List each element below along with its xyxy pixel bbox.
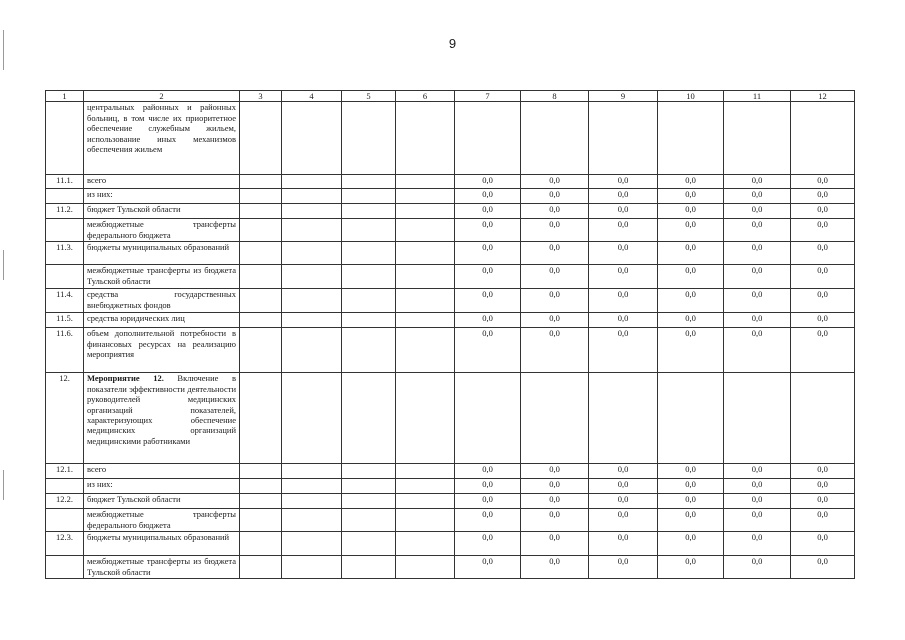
value-cell: 0,0 xyxy=(455,175,521,189)
value-cell: 0,0 xyxy=(521,189,589,204)
empty-cell xyxy=(282,204,342,219)
empty-cell xyxy=(282,242,342,265)
row-description xyxy=(84,313,240,328)
row-label: из них: xyxy=(87,189,113,200)
value-cell: 0,0 xyxy=(589,556,658,579)
table-row xyxy=(46,265,855,289)
empty-cell xyxy=(240,556,282,579)
empty-cell xyxy=(240,189,282,204)
table-row xyxy=(46,219,855,242)
row-description xyxy=(84,494,240,509)
empty-cell xyxy=(282,265,342,289)
column-header: 7 xyxy=(455,91,521,102)
value-cell xyxy=(791,102,855,175)
value-cell: 0,0 xyxy=(658,532,724,556)
value-cell: 0,0 xyxy=(791,175,855,189)
column-header: 10 xyxy=(658,91,724,102)
value-cell: 0,0 xyxy=(658,494,724,509)
row-label: всего xyxy=(87,175,107,186)
row-description xyxy=(84,204,240,219)
value-cell: 0,0 xyxy=(658,204,724,219)
empty-cell xyxy=(396,102,455,175)
empty-cell xyxy=(342,464,396,479)
empty-cell xyxy=(240,242,282,265)
table-row xyxy=(46,464,855,479)
row-label: всего xyxy=(87,464,107,475)
value-cell: 0,0 xyxy=(589,189,658,204)
empty-cell xyxy=(282,494,342,509)
empty-cell xyxy=(342,509,396,532)
value-cell: 0,0 xyxy=(521,494,589,509)
value-cell: 0,0 xyxy=(455,532,521,556)
row-number xyxy=(46,102,84,175)
empty-cell xyxy=(282,479,342,494)
empty-cell xyxy=(240,532,282,556)
value-cell: 0,0 xyxy=(521,479,589,494)
empty-cell xyxy=(240,219,282,242)
empty-cell xyxy=(342,204,396,219)
table-row xyxy=(46,242,855,265)
value-cell: 0,0 xyxy=(724,265,791,289)
value-cell: 0,0 xyxy=(724,464,791,479)
row-description xyxy=(84,532,240,556)
value-cell: 0,0 xyxy=(589,175,658,189)
empty-cell xyxy=(396,464,455,479)
row-description xyxy=(84,242,240,265)
empty-cell xyxy=(396,373,455,464)
empty-cell xyxy=(282,175,342,189)
row-description xyxy=(84,328,240,373)
value-cell: 0,0 xyxy=(455,204,521,219)
row-label: межбюджетные трансферты федерального бюджета xyxy=(87,219,236,240)
page-number: 9 xyxy=(448,36,457,51)
column-header: 11 xyxy=(724,91,791,102)
value-cell: 0,0 xyxy=(589,313,658,328)
empty-cell xyxy=(282,532,342,556)
value-cell: 0,0 xyxy=(791,219,855,242)
column-header: 8 xyxy=(521,91,589,102)
value-cell: 0,0 xyxy=(791,556,855,579)
empty-cell xyxy=(240,102,282,175)
row-number: 11.1. xyxy=(46,175,84,189)
column-header: 5 xyxy=(342,91,396,102)
table-row xyxy=(46,289,855,313)
row-description xyxy=(84,175,240,189)
row-description xyxy=(84,479,240,494)
row-label: средства государственных внебюджетных фондов xyxy=(87,289,236,310)
row-label: центральных районных и районных больниц, в том числе их приоритетное обеспечение служебным жильем, использование иных механизмов обеспечения жильем xyxy=(87,102,236,155)
value-cell: 0,0 xyxy=(724,242,791,265)
row-number: 11.3. xyxy=(46,242,84,265)
row-description xyxy=(84,265,240,289)
row-description xyxy=(84,219,240,242)
value-cell xyxy=(724,373,791,464)
empty-cell xyxy=(282,219,342,242)
value-cell: 0,0 xyxy=(724,175,791,189)
budget-table xyxy=(45,90,855,579)
value-cell: 0,0 xyxy=(658,556,724,579)
value-cell: 0,0 xyxy=(791,494,855,509)
empty-cell xyxy=(240,494,282,509)
empty-cell xyxy=(396,204,455,219)
row-label: объем дополнительной потребности в финансовых ресурсах на реализацию мероприятия xyxy=(87,328,236,360)
value-cell xyxy=(791,373,855,464)
empty-cell xyxy=(342,102,396,175)
value-cell: 0,0 xyxy=(724,204,791,219)
value-cell: 0,0 xyxy=(589,289,658,313)
value-cell: 0,0 xyxy=(658,464,724,479)
row-number: 11.4. xyxy=(46,289,84,313)
row-number: 11.6. xyxy=(46,328,84,373)
empty-cell xyxy=(282,373,342,464)
value-cell: 0,0 xyxy=(791,289,855,313)
value-cell: 0,0 xyxy=(658,509,724,532)
value-cell: 0,0 xyxy=(521,242,589,265)
empty-cell xyxy=(342,479,396,494)
row-number: 11.5. xyxy=(46,313,84,328)
value-cell xyxy=(521,373,589,464)
row-description xyxy=(84,189,240,204)
value-cell: 0,0 xyxy=(589,328,658,373)
empty-cell xyxy=(396,313,455,328)
empty-cell xyxy=(240,175,282,189)
table-row xyxy=(46,509,855,532)
empty-cell xyxy=(282,313,342,328)
value-cell: 0,0 xyxy=(658,479,724,494)
value-cell: 0,0 xyxy=(791,265,855,289)
table-row xyxy=(46,175,855,189)
value-cell: 0,0 xyxy=(455,328,521,373)
value-cell: 0,0 xyxy=(455,265,521,289)
column-header: 4 xyxy=(282,91,342,102)
column-header: 12 xyxy=(791,91,855,102)
empty-cell xyxy=(396,219,455,242)
value-cell: 0,0 xyxy=(724,556,791,579)
value-cell: 0,0 xyxy=(521,265,589,289)
empty-cell xyxy=(342,189,396,204)
value-cell: 0,0 xyxy=(455,313,521,328)
value-cell xyxy=(455,373,521,464)
empty-cell xyxy=(240,289,282,313)
row-label: средства юридических лиц xyxy=(87,313,185,324)
empty-cell xyxy=(240,204,282,219)
table-row xyxy=(46,494,855,509)
value-cell: 0,0 xyxy=(724,189,791,204)
margin-mark xyxy=(3,250,4,280)
row-description xyxy=(84,373,240,464)
value-cell: 0,0 xyxy=(658,189,724,204)
empty-cell xyxy=(282,556,342,579)
empty-cell xyxy=(342,532,396,556)
empty-cell xyxy=(396,289,455,313)
row-label: из них: xyxy=(87,479,113,490)
empty-cell xyxy=(396,479,455,494)
empty-cell xyxy=(396,532,455,556)
empty-cell xyxy=(396,242,455,265)
header-row xyxy=(46,91,855,102)
row-number xyxy=(46,509,84,532)
row-number: 11.2. xyxy=(46,204,84,219)
value-cell: 0,0 xyxy=(724,479,791,494)
value-cell: 0,0 xyxy=(521,204,589,219)
column-header: 6 xyxy=(396,91,455,102)
empty-cell xyxy=(342,328,396,373)
value-cell: 0,0 xyxy=(791,328,855,373)
value-cell xyxy=(521,102,589,175)
value-cell: 0,0 xyxy=(724,289,791,313)
value-cell: 0,0 xyxy=(791,509,855,532)
value-cell: 0,0 xyxy=(724,219,791,242)
value-cell: 0,0 xyxy=(521,556,589,579)
row-label: бюджеты муниципальных образований xyxy=(87,242,230,253)
row-label: межбюджетные трансферты из бюджета Тульской области xyxy=(87,265,236,286)
row-label: бюджет Тульской области xyxy=(87,494,181,505)
value-cell: 0,0 xyxy=(455,556,521,579)
value-cell: 0,0 xyxy=(521,175,589,189)
value-cell: 0,0 xyxy=(724,328,791,373)
value-cell: 0,0 xyxy=(724,532,791,556)
value-cell: 0,0 xyxy=(455,479,521,494)
row-label: Включение в показатели эффективности деятельности руководителей медицинских организаций показателей, характеризующих обеспечение медицинских организаций медицинскими работниками xyxy=(87,373,236,446)
empty-cell xyxy=(240,464,282,479)
row-number: 12. xyxy=(46,373,84,464)
row-description xyxy=(84,289,240,313)
table-row xyxy=(46,204,855,219)
value-cell: 0,0 xyxy=(589,204,658,219)
value-cell xyxy=(589,102,658,175)
empty-cell xyxy=(240,509,282,532)
value-cell: 0,0 xyxy=(658,175,724,189)
empty-cell xyxy=(240,265,282,289)
table-row xyxy=(46,532,855,556)
empty-cell xyxy=(282,464,342,479)
row-description xyxy=(84,464,240,479)
empty-cell xyxy=(240,373,282,464)
empty-cell xyxy=(342,289,396,313)
row-label: бюджет Тульской области xyxy=(87,204,181,215)
value-cell: 0,0 xyxy=(658,219,724,242)
value-cell: 0,0 xyxy=(791,464,855,479)
row-number xyxy=(46,265,84,289)
value-cell: 0,0 xyxy=(791,189,855,204)
value-cell: 0,0 xyxy=(589,464,658,479)
empty-cell xyxy=(396,189,455,204)
row-label: межбюджетные трансферты из бюджета Тульской области xyxy=(87,556,236,577)
value-cell: 0,0 xyxy=(455,242,521,265)
value-cell: 0,0 xyxy=(521,328,589,373)
value-cell: 0,0 xyxy=(791,479,855,494)
column-header: 3 xyxy=(240,91,282,102)
value-cell: 0,0 xyxy=(658,265,724,289)
table-row xyxy=(46,102,855,175)
column-header: 9 xyxy=(589,91,658,102)
empty-cell xyxy=(396,265,455,289)
value-cell: 0,0 xyxy=(455,289,521,313)
column-header: 2 xyxy=(84,91,240,102)
value-cell: 0,0 xyxy=(589,242,658,265)
row-number xyxy=(46,189,84,204)
empty-cell xyxy=(342,556,396,579)
value-cell: 0,0 xyxy=(589,479,658,494)
value-cell xyxy=(724,102,791,175)
empty-cell xyxy=(342,313,396,328)
empty-cell xyxy=(282,509,342,532)
table-row xyxy=(46,328,855,373)
value-cell: 0,0 xyxy=(521,532,589,556)
empty-cell xyxy=(282,328,342,373)
row-description xyxy=(84,102,240,175)
value-cell: 0,0 xyxy=(724,494,791,509)
row-number: 12.1. xyxy=(46,464,84,479)
empty-cell xyxy=(396,494,455,509)
empty-cell xyxy=(282,289,342,313)
row-description xyxy=(84,509,240,532)
row-number xyxy=(46,479,84,494)
empty-cell xyxy=(342,242,396,265)
value-cell: 0,0 xyxy=(658,313,724,328)
value-cell: 0,0 xyxy=(521,313,589,328)
empty-cell xyxy=(396,328,455,373)
empty-cell xyxy=(240,313,282,328)
row-number xyxy=(46,219,84,242)
value-cell: 0,0 xyxy=(589,265,658,289)
value-cell: 0,0 xyxy=(589,219,658,242)
table-row xyxy=(46,313,855,328)
value-cell: 0,0 xyxy=(724,509,791,532)
value-cell: 0,0 xyxy=(455,494,521,509)
value-cell: 0,0 xyxy=(724,313,791,328)
value-cell: 0,0 xyxy=(658,242,724,265)
value-cell xyxy=(658,373,724,464)
row-label: бюджеты муниципальных образований xyxy=(87,532,230,543)
empty-cell xyxy=(282,189,342,204)
empty-cell xyxy=(396,175,455,189)
measure-title: Мероприятие 12. xyxy=(87,373,164,384)
value-cell: 0,0 xyxy=(455,509,521,532)
value-cell: 0,0 xyxy=(455,219,521,242)
empty-cell xyxy=(342,494,396,509)
margin-mark xyxy=(3,470,4,500)
empty-cell xyxy=(282,102,342,175)
row-label: межбюджетные трансферты федерального бюджета xyxy=(87,509,236,530)
table-row xyxy=(46,373,855,464)
value-cell: 0,0 xyxy=(791,204,855,219)
value-cell: 0,0 xyxy=(521,219,589,242)
empty-cell xyxy=(342,175,396,189)
table-row xyxy=(46,189,855,204)
empty-cell xyxy=(342,265,396,289)
column-header: 1 xyxy=(46,91,84,102)
value-cell: 0,0 xyxy=(791,313,855,328)
row-description xyxy=(84,556,240,579)
empty-cell xyxy=(396,509,455,532)
value-cell xyxy=(589,373,658,464)
table-row xyxy=(46,479,855,494)
empty-cell xyxy=(396,556,455,579)
margin-mark xyxy=(3,30,4,70)
empty-cell xyxy=(240,479,282,494)
value-cell xyxy=(658,102,724,175)
value-cell: 0,0 xyxy=(791,532,855,556)
value-cell: 0,0 xyxy=(455,464,521,479)
value-cell: 0,0 xyxy=(455,189,521,204)
row-number: 12.2. xyxy=(46,494,84,509)
value-cell: 0,0 xyxy=(589,509,658,532)
value-cell: 0,0 xyxy=(589,532,658,556)
value-cell: 0,0 xyxy=(791,242,855,265)
value-cell: 0,0 xyxy=(658,289,724,313)
row-number xyxy=(46,556,84,579)
empty-cell xyxy=(342,219,396,242)
value-cell: 0,0 xyxy=(589,494,658,509)
empty-cell xyxy=(342,373,396,464)
row-number: 12.3. xyxy=(46,532,84,556)
table-body xyxy=(46,91,855,579)
empty-cell xyxy=(240,328,282,373)
table-row xyxy=(46,556,855,579)
value-cell: 0,0 xyxy=(658,328,724,373)
value-cell: 0,0 xyxy=(521,464,589,479)
value-cell: 0,0 xyxy=(521,289,589,313)
value-cell xyxy=(455,102,521,175)
value-cell: 0,0 xyxy=(521,509,589,532)
